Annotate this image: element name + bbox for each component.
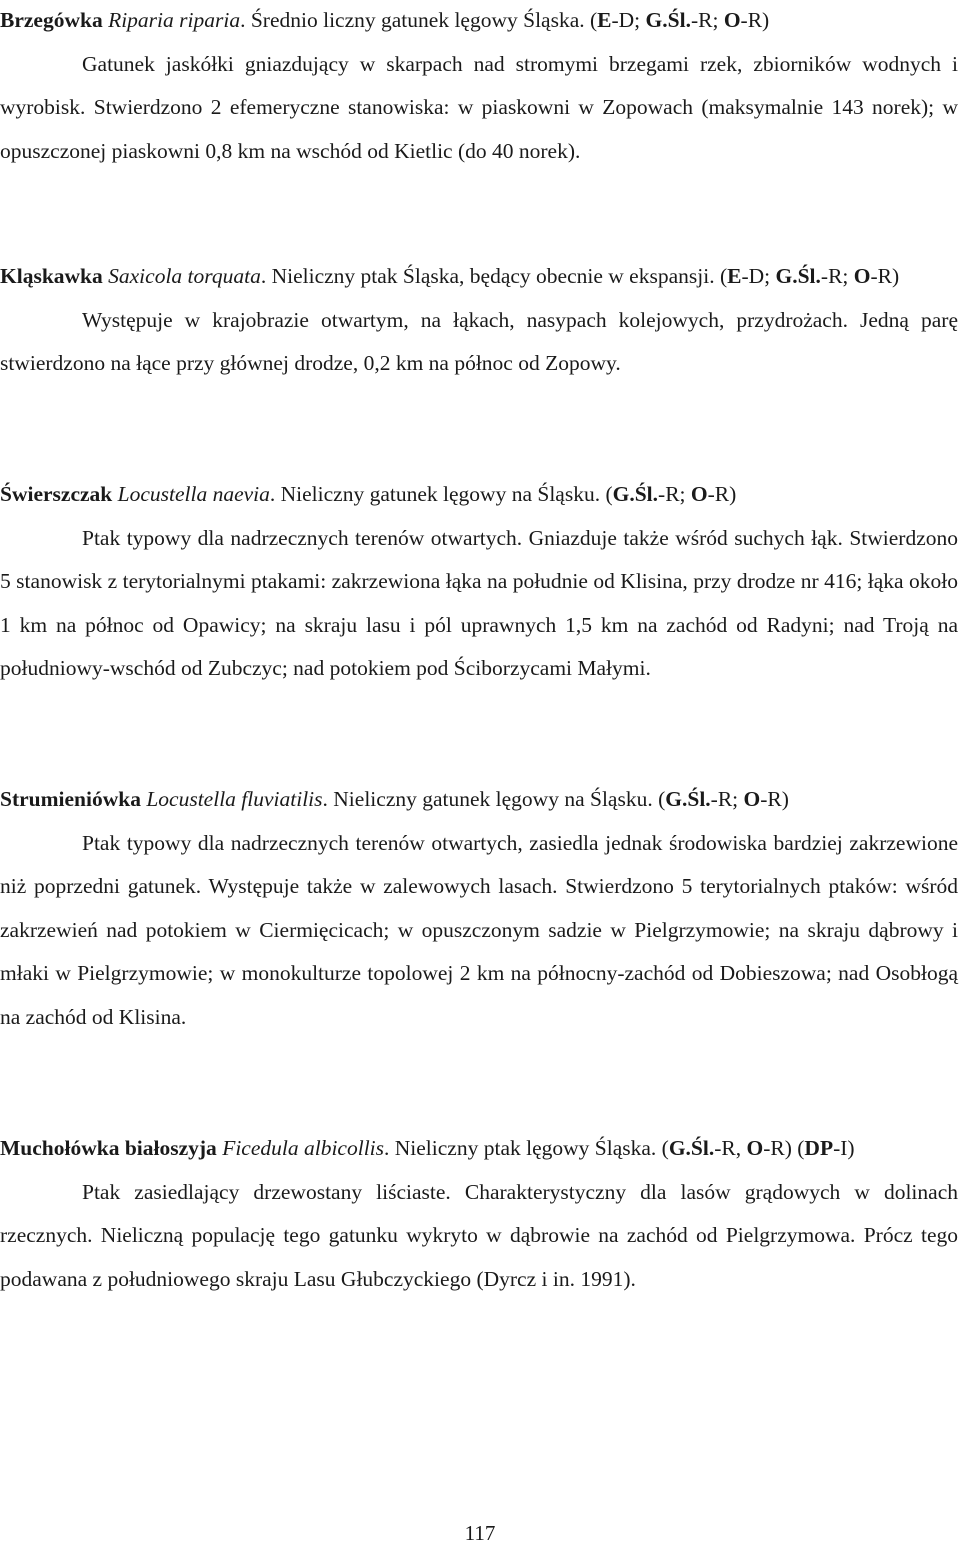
species-description: Ptak zasiedlający drzewostany liściaste. Charakterystyczny dla lasów grądowych w dolinach rzecznych. Nieliczną populację tego gatunku wykryto w dąbrowie na zachód od Pielgrzymowa. Prócz tego podawana z południowego skraju Lasu Głubczyckiego (Dyrcz i in. 1991).: [0, 1179, 958, 1291]
species-name-pl: Muchołówka białoszyja: [0, 1136, 217, 1160]
species-heading: [0, 0, 958, 43]
status-code: G.Śl.: [665, 787, 711, 811]
species-status: . Nieliczny ptak Śląska, będący obecnie w ekspansji. (: [260, 264, 728, 288]
species-name-lat: Riparia riparia: [108, 8, 241, 32]
status-code-text: -R,: [714, 1136, 747, 1160]
species-entry-mucholowka-bialoszyja: [0, 1127, 958, 1301]
species-description: Ptak typowy dla nadrzecznych terenów otwartych, zasiedla jednak środowiska bardziej zakrzewione niż poprzedni gatunek. Występuje także w zalewowych lasach. Stwierdzono 5 terytorialnych ptaków: wśród zakrzewień nad potokiem w Ciermięcicach; w opuszczonym sadzie w Pielgrzymowie; na skraju dąbrowy i młaki w Pielgrzymowie; w monokulturze topolowej 2 km na północny-zachód od Dobieszowa; nad Osobłogą na zachód od Klisina.: [0, 830, 958, 1029]
status-code-text: -R;: [820, 264, 854, 288]
species-name-pl: Brzegówka: [0, 8, 103, 32]
status-code: G.Śl.: [645, 8, 691, 32]
status-code-text: -R;: [710, 787, 744, 811]
species-entry-swierszczak: [0, 473, 958, 691]
species-status: . Nieliczny gatunek lęgowy na Śląsku. (: [322, 787, 666, 811]
species-description: Występuje w krajobrazie otwartym, na łąkach, nasypach kolejowych, przydrożach. Jedną parę stwierdzono na łące przy głównej drodze, 0,2 km na północ od Zopowy.: [0, 307, 958, 376]
status-code: DP: [804, 1136, 834, 1160]
species-heading: [0, 778, 958, 822]
status-code: E: [727, 264, 742, 288]
species-name-lat: Ficedula albicollis: [222, 1136, 385, 1160]
status-code-text: -R;: [690, 8, 724, 32]
status-code-text: -R): [870, 264, 900, 288]
status-code-text: -D;: [741, 264, 776, 288]
species-name-pl: Strumieniówka: [0, 787, 141, 811]
status-code-text: -R): [740, 8, 770, 32]
status-code-text: -R;: [658, 482, 691, 506]
status-code-text: -R) (: [763, 1136, 805, 1160]
species-name-lat: Locustella fluviatilis: [146, 787, 323, 811]
status-code-text: -D;: [611, 8, 646, 32]
status-code: O: [723, 8, 741, 32]
status-code: G.Śl.: [775, 264, 821, 288]
status-code: E: [597, 8, 612, 32]
status-code: O: [743, 787, 761, 811]
status-code: G.Śl.: [668, 1136, 715, 1160]
species-status: . Nieliczny ptak lęgowy Śląska. (: [384, 1136, 669, 1160]
species-name-pl: Kląskawka: [0, 264, 103, 288]
status-code-text: -I): [833, 1136, 855, 1160]
species-heading: [0, 255, 958, 299]
species-heading: [0, 1127, 958, 1171]
species-heading: [0, 473, 958, 517]
species-entry-brzegowka: [0, 0, 958, 173]
status-code: G.Śl.: [612, 482, 659, 506]
species-status: . Nieliczny gatunek lęgowy na Śląsku. (: [269, 482, 613, 506]
species-name-lat: Locustella naevia: [117, 482, 270, 506]
status-code: O: [690, 482, 708, 506]
species-description: Gatunek jaskółki gniazdujący w skarpach nad stromymi brzegami rzek, zbiorników wodnych i wyrobisk. Stwierdzono 2 efemeryczne stanowiska: w piaskowni w Zopowach (maksymalnie 143 norek); w opuszczonej piaskowni 0,8 km na wschód od Kietlic (do 40 norek).: [0, 51, 958, 163]
species-entry-klaskawka: [0, 255, 958, 386]
status-code-text: -R): [760, 787, 789, 811]
species-name-pl: Świerszczak: [0, 482, 113, 506]
species-name-lat: Saxicola torquata: [108, 264, 261, 288]
status-code: O: [746, 1136, 764, 1160]
status-code: O: [853, 264, 871, 288]
species-description: Ptak typowy dla nadrzecznych terenów otwartych. Gniazduje także wśród suchych łąk. Stwierdzono 5 stanowisk z terytorialnymi ptakami: zakrzewiona łąka na południe od Klisina, przy drodze nr 416; łąka około 1 km na północ od Opawicy; na skraju lasu i pól uprawnych 1,5 km na zachód od Radyni; nad Troją na południowy-wschód od Zubczyc; nad potokiem pod Ściborzycami Małymi.: [0, 525, 958, 681]
page-number: 117: [464, 1521, 496, 1545]
species-entry-strumieniowka: [0, 778, 958, 1040]
status-code-text: -R): [707, 482, 737, 506]
species-status: . Średnio liczny gatunek lęgowy Śląska. (: [240, 8, 598, 32]
